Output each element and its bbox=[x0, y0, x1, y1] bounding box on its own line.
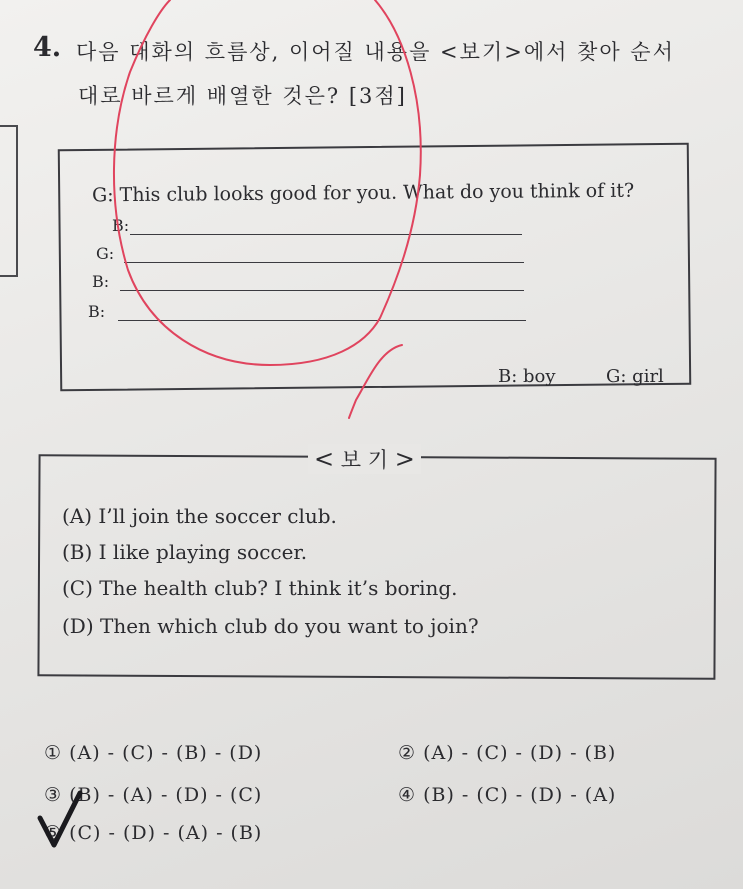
bogi-title-text: 보 기 bbox=[340, 448, 389, 472]
dialogue-blank-row bbox=[88, 302, 528, 324]
option-marker: ② bbox=[398, 742, 417, 764]
dialogue-first-line: G: This club looks good for you. What do you think of it? bbox=[91, 179, 635, 207]
option-text: (A) - (C) - (B) - (D) bbox=[69, 742, 263, 764]
speaker-label: G: bbox=[96, 244, 115, 263]
speaker-label: B: bbox=[92, 272, 110, 291]
option-marker: ⑤ bbox=[44, 822, 63, 844]
option-text: (A) - (C) - (D) - (B) bbox=[423, 742, 617, 764]
answer-option-4[interactable] bbox=[398, 784, 616, 806]
option-marker: ④ bbox=[398, 784, 417, 806]
option-text: (B) - (A) - (D) - (C) bbox=[69, 784, 263, 806]
answer-blank-line bbox=[124, 262, 524, 263]
bogi-box bbox=[37, 454, 716, 680]
answer-option-3[interactable] bbox=[44, 784, 262, 806]
option-marker: ③ bbox=[44, 784, 63, 806]
question-number: 4. bbox=[33, 32, 62, 63]
option-marker: ① bbox=[44, 742, 63, 764]
dialogue-blank-row bbox=[92, 272, 526, 294]
answer-blank-line bbox=[130, 234, 522, 235]
bogi-title bbox=[308, 444, 421, 474]
answer-blank-line bbox=[120, 290, 524, 291]
bogi-item-a: (A) I’ll join the soccer club. bbox=[62, 504, 337, 528]
answer-blank-line bbox=[118, 320, 526, 321]
answer-option-5[interactable] bbox=[44, 822, 262, 844]
answer-option-2[interactable] bbox=[398, 742, 616, 764]
legend-boy: B: boy bbox=[498, 366, 556, 387]
question-text-line-1: 다음 대화의 흐름상, 이어질 내용을 <보기>에서 찾아 순서 bbox=[76, 40, 675, 64]
option-text: (B) - (C) - (D) - (A) bbox=[423, 784, 617, 806]
legend-girl: G: girl bbox=[606, 366, 664, 387]
speaker-label: B: bbox=[88, 302, 106, 321]
option-text: (C) - (D) - (A) - (B) bbox=[69, 822, 263, 844]
dialogue-blank-row bbox=[96, 244, 526, 266]
bogi-item-c: (C) The health club? I think it’s boring. bbox=[62, 576, 458, 600]
speaker-label: B: bbox=[112, 216, 130, 235]
bogi-bracket-left: < bbox=[314, 445, 335, 473]
bogi-item-b: (B) I like playing soccer. bbox=[62, 540, 308, 564]
adjacent-column-box bbox=[0, 125, 18, 277]
answer-option-1[interactable] bbox=[44, 742, 262, 764]
dialogue-blank-row bbox=[112, 216, 524, 238]
bogi-bracket-right: > bbox=[394, 445, 415, 473]
bogi-item-d: (D) Then which club do you want to join? bbox=[62, 614, 479, 638]
question-text-line-2: 대로 바르게 배열한 것은? [3점] bbox=[78, 84, 407, 108]
